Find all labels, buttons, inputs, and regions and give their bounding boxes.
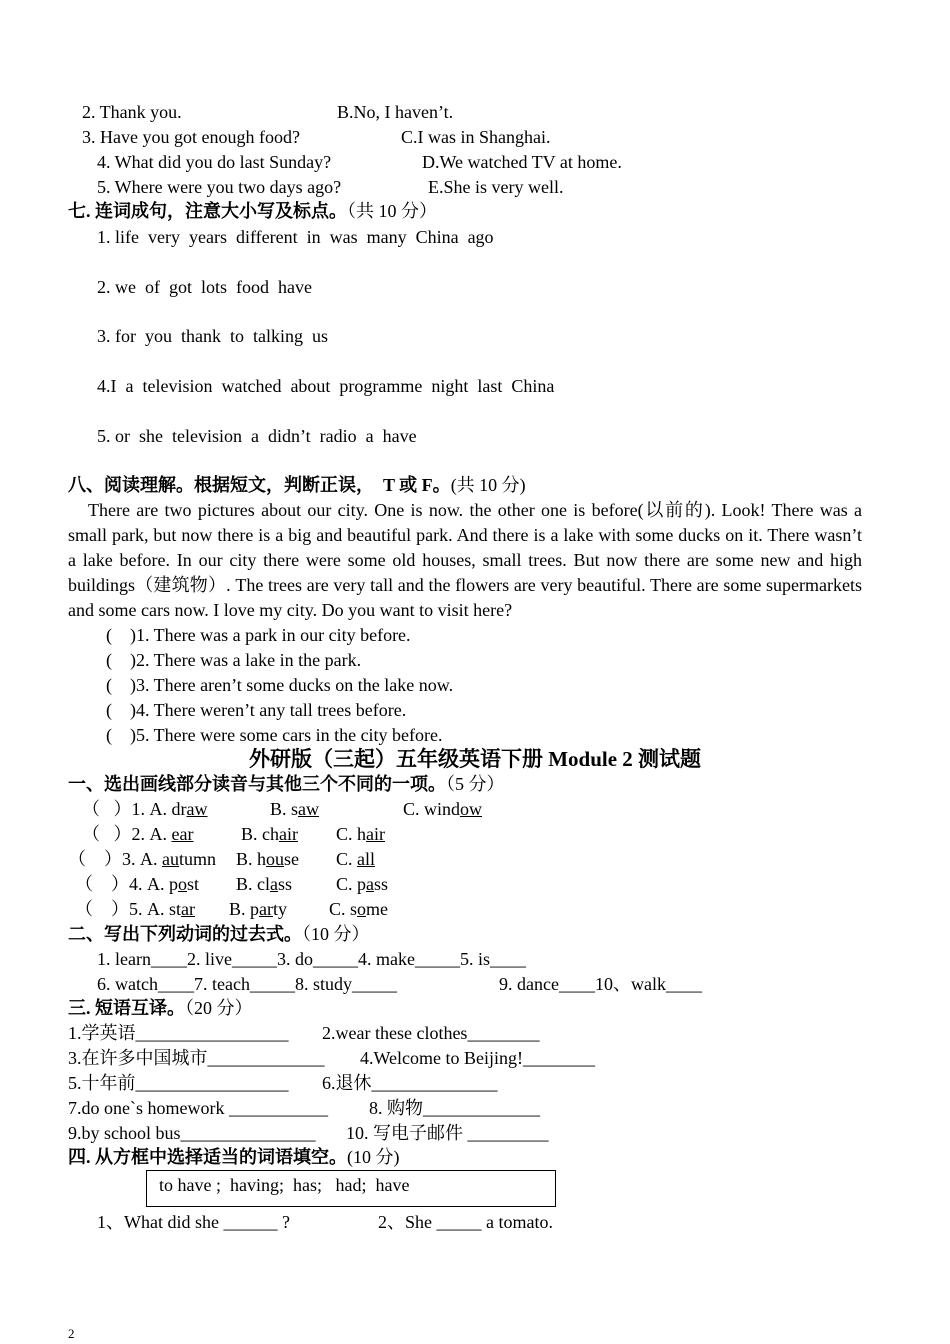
- matching-answer: D.We watched TV at home.: [422, 152, 622, 172]
- phonics-option: （ ）5. A. star: [75, 899, 195, 919]
- reorder-item: 4.I a television watched about programme night last China: [97, 376, 555, 396]
- part-1-heading: 一、选出画线部分读音与其他三个不同的一项。（5 分）: [68, 774, 505, 794]
- phonics-option: B. party: [229, 899, 288, 919]
- test-title: 外研版（三起）五年级英语下册 Module 2 测试题: [248, 747, 702, 771]
- phonics-option: （ ）1. A. draw: [82, 799, 208, 819]
- part-4-heading: 四. 从方框中选择适当的词语填空。(10 分): [68, 1147, 400, 1167]
- phrase-item: 6.退休______________: [322, 1073, 498, 1093]
- fill-blank-item: 2、She _____ a tomato.: [378, 1212, 553, 1232]
- word-box-text: to have ; having; has; had; have: [159, 1175, 410, 1195]
- true-false-item: ( )5. There were some cars in the city before.: [106, 725, 443, 745]
- phonics-option: B. chair: [241, 824, 298, 844]
- matching-question: 3. Have you got enough food?: [82, 127, 300, 147]
- true-false-item: ( )2. There was a lake in the park.: [106, 650, 362, 670]
- past-tense-line: 1. learn____2. live_____3. do_____4. make_____5. is____: [97, 949, 526, 969]
- phrase-item: 10. 写电子邮件 _________: [346, 1123, 549, 1143]
- phonics-option: B. saw: [270, 799, 320, 819]
- reorder-item: 1. life very years different in was many China ago: [97, 227, 494, 247]
- phrase-item: 3.在许多中国城市_____________: [68, 1048, 325, 1068]
- phrase-item: 5.十年前_________________: [68, 1073, 289, 1093]
- true-false-item: ( )1. There was a park in our city before.: [106, 625, 411, 645]
- phonics-option: C. some: [329, 899, 389, 919]
- part-2-heading: 二、写出下列动词的过去式。（10 分）: [68, 924, 370, 944]
- phonics-option: （ ）4. A. post: [75, 874, 200, 894]
- phonics-option: C. hair: [336, 824, 385, 844]
- matching-answer: C.I was in Shanghai.: [401, 127, 551, 147]
- true-false-item: ( )4. There weren’t any tall trees before.: [106, 700, 407, 720]
- matching-question: 5. Where were you two days ago?: [97, 177, 342, 197]
- true-false-item: ( )3. There aren’t some ducks on the lake now.: [106, 675, 454, 695]
- phonics-option: C. window: [403, 799, 483, 819]
- reorder-item: 2. we of got lots food have: [97, 277, 312, 297]
- phrase-item: 7.do one`s homework ___________: [68, 1098, 328, 1118]
- phonics-option: C. pass: [336, 874, 389, 894]
- reading-passage: There are two pictures about our city. One is now. the other one is before(以前的). Look! There was a small park, but now there is a big and beautiful park. And there is a lake with some ducks on it. There wasn’t a lake before. In our city there were some old houses, small trees. But now there are some new and high buildings（建筑物）. The trees are very tall and the flowers are very beautiful. There are some supermarkets and some cars now. I love my city. Do you want to visit here?: [68, 500, 862, 620]
- part-3-heading: 三. 短语互译。（20 分）: [68, 998, 253, 1018]
- phrase-item: 9.by school bus_______________: [68, 1123, 316, 1143]
- word-box: [146, 1170, 556, 1207]
- phrase-item: 2.wear these clothes________: [322, 1023, 540, 1043]
- fill-blank-item: 1、What did she ______ ?: [97, 1212, 290, 1232]
- phonics-option: B. house: [236, 849, 300, 869]
- section-7-heading: 七. 连词成句，注意大小写及标点。（共 10 分）: [68, 201, 437, 221]
- phonics-option: （ ）2. A. ear: [82, 824, 194, 844]
- page-number: 2: [68, 1326, 75, 1341]
- phrase-item: 8. 购物_____________: [369, 1098, 540, 1118]
- reorder-item: 5. or she television a didn’t radio a have: [97, 426, 417, 446]
- phonics-option: （ ）3. A. autumn: [68, 849, 217, 869]
- phonics-option: B. class: [236, 874, 293, 894]
- section-8-heading: 八、阅读理解。根据短文，判断正误， T 或 F。(共 10 分): [68, 475, 526, 495]
- phrase-item: 1.学英语_________________: [68, 1023, 289, 1043]
- reorder-item: 3. for you thank to talking us: [97, 326, 328, 346]
- phrase-item: 4.Welcome to Beijing!________: [360, 1048, 596, 1068]
- past-tense-line: 6. watch____7. teach_____8. study_____: [97, 974, 397, 994]
- phonics-option: C. all: [336, 849, 376, 869]
- past-tense-line: 9. dance____10、walk____: [499, 974, 702, 994]
- matching-question: 4. What did you do last Sunday?: [97, 152, 332, 172]
- matching-question: 2. Thank you.: [82, 102, 182, 122]
- matching-answer: E.She is very well.: [428, 177, 564, 197]
- matching-answer: B.No, I haven’t.: [337, 102, 454, 122]
